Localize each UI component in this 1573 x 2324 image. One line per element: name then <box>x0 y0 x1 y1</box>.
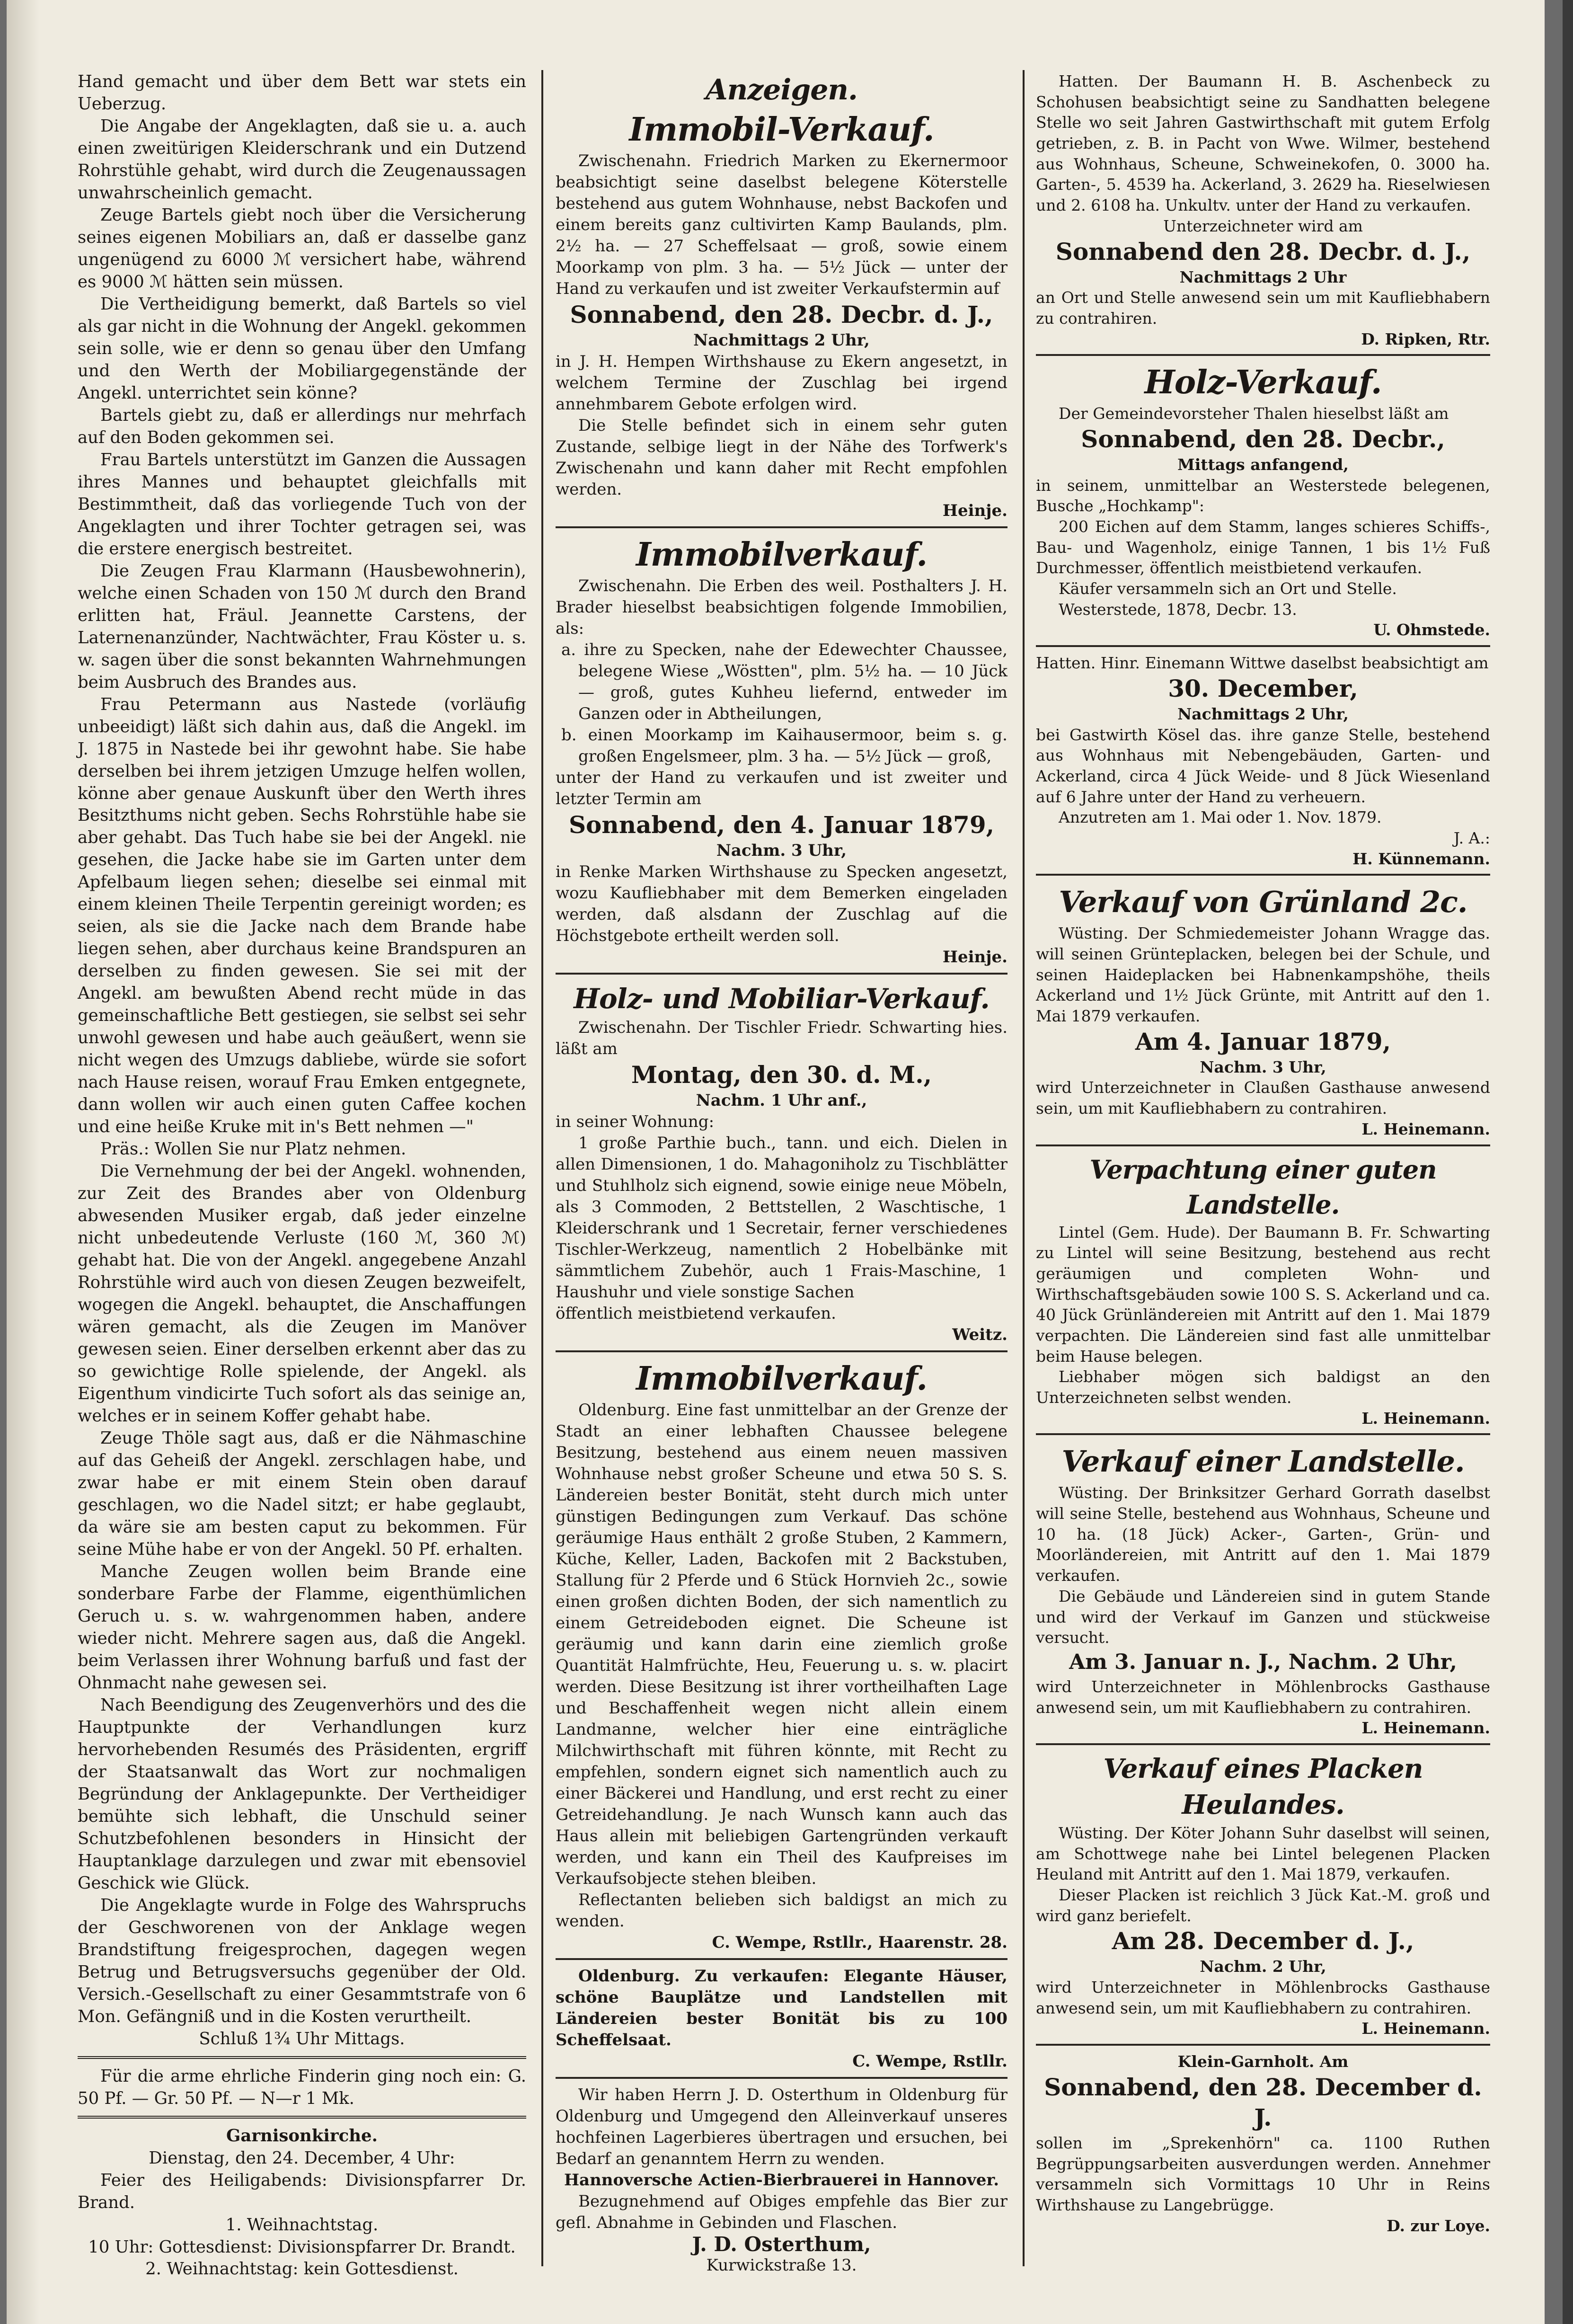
ad-text: Der Gemeindevorsteher Thalen hieselbst läßt am <box>1059 404 1449 423</box>
ad-text: Anzutreten am 1. Mai oder 1. Nov. 1879. <box>1059 808 1382 827</box>
ad-text: Wüsting. Der Schmiedemeister Johann Wragge das. will seinen Grünteplacken, belegen bei der Schule, und seinen Haideplacken bei Habnenkampshöhe, theils Ackerland und 1½ Jück Grünte, mit Antritt auf den 1. Mai 1879 verkaufen. <box>1036 924 1490 1026</box>
ad-time: Mittags anfangend, <box>1177 455 1349 474</box>
column-rule <box>541 70 543 2266</box>
ad-heading: Holz-Verkauf. <box>1144 364 1382 402</box>
ad-list-item: b. einen Moorkamp im Kaihausermoor, beim s. g. großen Engelsmeer, plm. 3 ha. — 5½ Jück — groß, <box>561 726 1007 766</box>
ad-text: öffentlich meistbietend verkaufen. <box>556 1304 836 1323</box>
ad-date: 30. December, <box>1168 674 1358 702</box>
ad-text: Reflectanten belieben sich baldigst an mich zu wenden. <box>556 1890 1007 1931</box>
ad-heading: Immobil-Verkauf. <box>629 111 934 149</box>
ad-date: Sonnabend, den 28. December d. J. <box>1044 2073 1482 2131</box>
ad-signature: C. Wempe, Rstllr. <box>852 2052 1007 2071</box>
ad-text: 1 große Parthie buch., tann. und eich. Dielen in allen Dimensionen, 1 do. Mahagoniholz zu Tischblätter und Stuhlholz sich eignend, sowie einige neue Möbeln, als 3 Commoden, 2 Bettstellen, 2 Waschtische, 1 Kleiderschrank und 1 Secretair, ferner verschiedenes Tischler-Werkzeug, namentlich 2 Hobelbänke mit sämmtlichem Zubehör, auch 1 Frais-Maschine, 1 Haushuhr und viele sonstige Sachen <box>556 1134 1007 1302</box>
ad-text: in seiner Wohnung: <box>556 1112 715 1131</box>
ad-date: Am 4. Januar 1879, <box>1135 1027 1391 1056</box>
ad-text: unter der Hand zu verkaufen und ist zweiter und letzter Termin am <box>556 768 1007 808</box>
newspaper-page <box>7 0 1545 2324</box>
ad-text: Bezugnehmend auf Obiges empfehle das Bier zur gefl. Abnahme in Gebinden und Flaschen. <box>556 2192 1007 2232</box>
ad-heading: Immobilverkauf. <box>636 1360 927 1398</box>
ad-text: 200 Eichen auf dem Stamm, langes schieres Schiffs-, Bau- und Wagenholz, einige Tannen, 1 bis 1½ Fuß Durchmesser, öffentlich meistbietend verkaufen. <box>1036 517 1490 577</box>
ad-heading: Holz- und Mobiliar-Verkauf. <box>574 983 990 1015</box>
finder-note: Für die arme ehrliche Finderin ging noch ein: G. 50 Pf. — Gr. 50 Pf. — N—r 1 Mk. <box>78 2066 526 2108</box>
ad-signature: L. Heinemann. <box>1361 1409 1490 1428</box>
ad-signature: D. Ripken, Rtr. <box>1361 329 1490 348</box>
ad-text: Wüsting. Der Köter Johann Suhr daselbst will seinen, am Schottwege nahe bei Lintel belegenen Placken Heuland mit Antritt auf den 1. Mai 1879, verkaufen. <box>1036 1823 1490 1884</box>
ad-signature: J. D. Osterthum, <box>692 2233 871 2256</box>
ad-text: sollen im „Sprekenhörn" ca. 1100 Ruthen Begrüppungsarbeiten ausverdungen werden. Annehmer versammeln sich Vormittags 10 Uhr in Reins Wirthshause zu Langebrügge. <box>1036 2133 1490 2214</box>
ad-text: Hatten. Der Baumann H. B. Aschenbeck zu Schohusen beabsichtigt seine zu Sandhatten belegene Stelle wo seit Jahren Gastwirthschaft mit gutem Erfolg getrieben, z. B. in Pacht von Wwe. Wilmer, bestehend aus Wohnhaus, Scheune, Schweinekofen, 0. 3000 ha. Garten-, 5. 4539 ha. Ackerland, 3. 2629 ha. Rieselwiesen und 2. 6108 ha. Unkultv. unter der Hand zu verkaufen. <box>1036 72 1490 215</box>
ad-text: Klein-Garnholt. Am <box>1177 2052 1349 2071</box>
paragraph: Zeuge Thöle sagt aus, daß er die Nähmaschine auf das Geheiß der Angekl. zerschlagen habe, und zwar habe er mit einem Stein oben darauf geschlagen, wo die Nadel sitzt; er habe geglaubt, da wäre sie am besten caput zu bekommen. Für seine Mühe habe er von der Angekl. 50 Pf. erhalten. <box>78 1428 526 1559</box>
ad-signature: Heinje. <box>942 948 1007 967</box>
paragraph: Zeuge Bartels giebt noch über die Versicherung seines eigenen Mobiliars an, daß er dasselbe ganz ungenügend zu 6000 ℳ versichert habe, während es 9000 ℳ hätten sein müssen. <box>78 205 526 292</box>
paragraph: Die Angeklagte wurde in Folge des Wahrspruchs der Geschworenen von der Anklage wegen Brandstiftung freigesprochen, dagegen wegen Betrug und Betrugsversuchs gegenüber der Old. Versich.-Gesellschaft zu einer Gesammtstrafe von 6 Mon. Gefängniß und in die Kosten verurtheilt. <box>78 1895 526 2026</box>
paragraph: Die Angabe der Angeklagten, daß sie u. a. auch einen zweitürigen Kleiderschrank und ein Dutzend Rohrstühle gehabt, wird durch die Zeugenaussagen unwahrscheinlich gemacht. <box>78 116 526 203</box>
ad-time: Nachm. 3 Uhr, <box>716 841 847 860</box>
ad-date: Sonnabend, den 4. Januar 1879, <box>568 811 995 839</box>
ad-list-item: a. ihre zu Specken, nahe der Edewechter Chaussee, belegene Wiese „Wöstten", plm. 5½ ha. — 10 Jück — groß, gutes Kuhheu liefernd, entweder im Ganzen oder in Abtheilungen, <box>561 640 1007 723</box>
ad-time: Nachm. 1 Uhr anf., <box>696 1091 867 1110</box>
divider <box>556 973 1007 975</box>
ad-date: Am 3. Januar n. J., Nachm. 2 Uhr, <box>1069 1650 1457 1674</box>
section-title: Anzeigen. <box>706 73 857 106</box>
ad-text: in Renke Marken Wirthshause zu Specken angesetzt, wozu Kaufliebhaber mit dem Bemerken eingeladen werden, daß alsdann der Zuschlag auf die Höchstgebote ertheilt werden soll. <box>556 862 1007 945</box>
ad-text: wird Unterzeichneter in Möhlenbrocks Gasthause anwesend sein, um mit Kaufliebhabern zu contrahiren. <box>1036 1978 1490 2017</box>
ad-signature: L. Heinemann. <box>1361 1119 1490 1138</box>
ad-time: Nachmittags 2 Uhr, <box>693 331 870 350</box>
ad-date: Sonnabend, den 28. Decbr. d. J., <box>570 301 993 328</box>
ad-text: Wir haben Herrn J. D. Osterthum in Oldenburg für Oldenburg und Umgegend den Alleinverkauf unseres hochfeinen Lagerbieres übertragen und ersuchen, bei Bedarf an genanntem Herrn zu wenden. <box>556 2085 1007 2168</box>
ad-date: Montag, den 30. d. M., <box>631 1061 932 1089</box>
ad-heading: Verpachtung einer guten Landstelle. <box>1089 1154 1437 1220</box>
paragraph: Frau Bartels unterstützt im Ganzen die Aussagen ihres Mannes und behauptet gleichfalls mit Bestimmtheit, daß das vorliegende Tuch von der Angeklagten und ihrer Tochter getragen sei, was die erstere energisch bestreitet. <box>78 450 526 559</box>
divider <box>78 2056 526 2059</box>
divider <box>1036 2044 1490 2046</box>
scan-edge <box>1563 0 1573 2324</box>
ad-text: wird Unterzeichneter in Claußen Gasthause anwesend sein, um mit Kaufliebhabern zu contrahiren. <box>1036 1078 1490 1118</box>
ad-heading: Verkauf einer Landstelle. <box>1061 1444 1465 1479</box>
paragraph: Die Vertheidigung bemerkt, daß Bartels so viel als gar nicht in die Wohnung der Angekl. gekommen sein solle, wie er denn so genau über den Umfang und den Werth der Mobiliargegenstände der Angekl. unterrichtet sein könne? <box>78 294 526 403</box>
divider <box>1036 645 1490 647</box>
ad-date: Sonnabend den 28. Decbr. d. J., <box>1055 237 1471 266</box>
ad-time: Nachmittags 2 Uhr <box>1179 267 1347 286</box>
divider <box>78 2116 526 2119</box>
ad-text: Die Gebäude und Ländereien sind in gutem Stande und wird der Verkauf im Ganzen und stückweise versucht. <box>1036 1587 1490 1647</box>
ad-text: in seinem, unmittelbar an Westerstede belegenen, Busche „Hochkamp": <box>1036 476 1490 515</box>
church-line: Feier des Heiligabends: Divisionspfarrer Dr. Brand. <box>78 2170 526 2212</box>
ad-text: Wüsting. Der Brinksitzer Gerhard Gorrath daselbst will seine Stelle, bestehend aus Wohnhaus, Scheune und 10 ha. (18 Jück) Acker-, Garten-, Grün- und Moorländereien, mit Antritt auf den 1. Mai 1879 verkaufen. <box>1036 1483 1490 1585</box>
ad-signature: L. Heinemann. <box>1361 1719 1490 1738</box>
church-line: Dienstag, den 24. December, 4 Uhr: <box>149 2148 455 2168</box>
divider <box>1036 1144 1490 1146</box>
ad-signature: H. Künnemann. <box>1352 849 1490 868</box>
ad-text: Liebhaber mögen sich baldigst an den Unterzeichneten selbst wenden. <box>1036 1367 1490 1407</box>
ad-text: Zwischenahn. Die Erben des weil. Posthalters J. H. Brader hieselbst beabsichtigen folgende Immobilien, als: <box>556 577 1007 638</box>
ad-signature: D. zur Loye. <box>1387 2216 1490 2235</box>
ad-text: Dieser Placken ist reichlich 3 Jück Kat.-M. groß und wird ganz beriefelt. <box>1036 1886 1490 1925</box>
ad-text: Lintel (Gem. Hude). Der Baumann B. Fr. Schwarting zu Lintel will seine Besitzung, bestehend aus recht geräumigen und completen Wohn- und Wirthschaftsgebäuden sowie 100 S. S. Ackerland und ca. 40 Jück Grünländereien mit Antritt auf den 1. Mai 1879 verpachten. Die Ländereien sind fast alle unmittelbar beim Hause belegen. <box>1036 1223 1490 1366</box>
church-title: Garnisonkirche. <box>226 2126 378 2146</box>
paragraph: Frau Petermann aus Nastede (vorläufig unbeeidigt) läßt sich dahin aus, daß die Angekl. im J. 1875 in Nastede bei ihr gewohnt habe. Sie habe derselben bei ihrem jetzigen Umzuge helfen wollen, könne aber genaue Auskunft über den Werth ihres Besitzthums nicht geben. Sechs Rohrstühle habe sie aber gehabt. Das Tuch habe sie bei der Angekl. nie gesehen, die Jacke habe sie im Garten unter dem Apfelbaum liegen sehen; dieselbe sei einmal mit einem kleinen Theile Terpentin gereinigt worden; es seien, als sie die Jacke nach dem Brande habe liegen sehen, aber durchaus keine Brandspuren an derselben zu finden gewesen. Sie sei mit der Angekl. am bewußten Abend recht müde in das gemeinschaftliche Bett gestiegen, sie selbst sei sehr unwohl gewesen und habe auch geäußert, wenn sie nicht wegen des Umzugs dabliebe, würde sie sofort nach Hause reisen, worauf Frau Emken entgegnete, dann wollen wir auch einen guten Caffee kochen und eine heiße Kruke mit in's Bett nehmen —" <box>78 694 526 1137</box>
ad-text: wird Unterzeichneter in Möhlenbrocks Gasthause anwesend sein, um mit Kaufliebhabern zu contrahiren. <box>1036 1677 1490 1717</box>
ad-text: an Ort und Stelle anwesend sein um mit Kaufliebhabern zu contrahiren. <box>1036 288 1490 328</box>
ad-signature: U. Ohmstede. <box>1373 621 1490 639</box>
ad-text: Zwischenahn. Der Tischler Friedr. Schwarting hies. läßt am <box>556 1018 1007 1058</box>
ad-text: bei Gastwirth Kösel das. ihre ganze Stelle, bestehend aus Wohnhaus mit Nebengebäuden, Garten- und Ackerland, circa 4 Jück Weide- und 8 Jück Wiesenland auf 6 Jahre unter der Hand zu verheuern. <box>1036 725 1490 806</box>
paragraph: Nach Beendigung des Zeugenverhörs und des die Hauptpunkte der Verhandlungen kurz hervorhebenden Resumés des Präsidenten, ergriff der Staatsanwalt das Wort zur nochmaligen Begründung der Anklagepunkte. Der Vertheidiger bemühte sich lebhaft, die Unschuld seiner Schutzbefohlenen besonders in Hinsicht der Hauptanklage darzulegen und zwar mit ebensoviel Geschick wie Glück. <box>78 1695 526 1893</box>
closing-time: Schluß 1¾ Uhr Mittags. <box>199 2029 405 2049</box>
ad-text: Hatten. Hinr. Einemann Wittwe daselbst beabsichtigt am <box>1036 654 1489 673</box>
paragraph: Die Zeugen Frau Klarmann (Hausbewohnerin), welche einen Schaden von 150 ℳ durch den Brand erlitten hat, Fräul. Jeannette Carstens, der Laternenanzünder, Nachtwächter, Frau Köster u. s. w. sagen über die sonst bekannten Wahrnehmungen beim Ausbruch des Brandes aus. <box>78 561 526 692</box>
ad-signature: L. Heinemann. <box>1361 2019 1490 2038</box>
ad-text: Die Stelle befindet sich in einem sehr guten Zustande, selbige liegt in der Nähe des Torfwerk's Zwischenahn und kann daher mit Recht empfohlen werden. <box>556 416 1007 499</box>
ad-text: Unterzeichneter wird am <box>1163 216 1363 235</box>
ad-heading: Verkauf von Grünland 2c. <box>1059 885 1467 920</box>
ad-text: in J. H. Hempen Wirthshause zu Ekern angesetzt, in welchem Termine der Zuschlag bei irgend annehmbarem Gebote erfolgen wird. <box>556 352 1007 414</box>
ad-time: Nachm. 2 Uhr, <box>1200 1957 1326 1976</box>
divider <box>556 2077 1007 2079</box>
ad-signature: C. Wempe, Rstllr., Haarenstr. 28. <box>712 1933 1007 1952</box>
ad-text: Oldenburg. Eine fast unmittelbar an der Grenze der Stadt an einer lebhaften Chaussee belegene Besitzung, bestehend aus einem neuen massiven Wohnhause nebst großer Scheune und etwa 50 S. S. Ländereien bester Bonität, steht durch mich unter günstigen Bedingungen zum Verkauf. Das schöne geräumige Haus enthält 2 große Stuben, 2 Kammern, Küche, Keller, Laden, Backofen mit 2 Backstuben, Stallung für 2 Pferde und 6 Stück Hornvieh 2c., sowie einen großen dichten Boden, der sich namentlich zu einem Getreideboden eignet. Die Scheune ist geräumig und kann darin eine ziemlich große Quantität Halmfrüchte, Heu, Feuerung u. s. w. placirt werden. Diese Besitzung ist ihrer vortheilhaften Lage und Beschaffenheit wegen nicht allein einem Landmanne, welcher hier eine einträgliche Milchwirthschaft mit führen könnte, mit Recht zu empfehlen, sondern eignet sich namentlich auch zu einer Bäckerei und Handlung, und erst recht zu einer Getreidehandlung. Je nach Wunsch kann auch das Haus allein mit beliebigen Gartengründen verkauft werden, und kann ein Theil des Kaufpreises im Verkaufsobjecte stehen bleiben. <box>556 1401 1007 1888</box>
ad-signature: Westerstede, 1878, Decbr. 13. <box>1059 600 1297 619</box>
ad-text: Oldenburg. Zu verkaufen: Elegante Häuser, schöne Bauplätze und Landstellen mit Ländereien bester Bonität bis zu 100 Scheffelsaat. <box>556 1967 1007 2049</box>
divider <box>556 1958 1007 1960</box>
church-line: 2. Weihnachtstag: kein Gottesdienst. <box>145 2259 459 2279</box>
divider <box>1036 1433 1490 1435</box>
paragraph: Hand gemacht und über dem Bett war stets ein Ueberzug. <box>78 72 526 114</box>
ad-heading: Immobilverkauf. <box>636 536 927 574</box>
divider <box>1036 354 1490 356</box>
ad-date: Am 28. December d. J., <box>1112 1927 1414 1955</box>
divider <box>1036 1743 1490 1745</box>
ad-time: Nachmittags 2 Uhr, <box>1177 704 1349 723</box>
ad-signature: Heinje. <box>942 501 1007 520</box>
church-line: 10 Uhr: Gottesdienst: Divisionspfarrer Dr. Brandt. <box>88 2237 516 2257</box>
ad-heading: Verkauf eines Placken Heulandes. <box>1103 1753 1423 1820</box>
paragraph: Die Vernehmung der bei der Angekl. wohnenden, zur Zeit des Brandes aber von Oldenburg abwesenden Musiker ergab, daß jeder einzelne nicht unbedeutende Verluste (160 ℳ, 360 ℳ) gehabt hat. Die von der Angekl. angegebene Anzahl Rohrstühle wird auch von diesen Zeugen bezweifelt, wogegen die Angekl. behauptet, die Anschaffungen wären gemacht, als die Zeugen im Manöver gewesen seien. Einer derselben erkennt aber das zu so gewichtige Rolle spielende, der Angekl. als Eigenthum vindicirte Tuch sofort als das seinige an, welches er in seinem Koffer gehabt habe. <box>78 1162 526 1426</box>
ad-signature: J. A.: <box>1453 828 1490 847</box>
column-right <box>1036 71 1490 2236</box>
church-line: 1. Weihnachtstag. <box>225 2215 379 2235</box>
column-middle <box>556 71 1007 2276</box>
ad-text: Zwischenahn. Friedrich Marken zu Ekernermoor beabsichtigt seine daselbst belegene Köterstelle bestehend aus gutem Wohnhause, nebst Backofen und einem bereits ganz cultivirten Kamp Baulands, plm. 2½ ha. — 27 Scheffelsaat — groß, sowie einem Moorkamp von plm. 3 ha. — 5½ Jück — unter der Hand zu verkaufen und ist zweiter Verkaufstermin auf <box>556 151 1007 298</box>
ad-text: Käufer versammeln sich an Ort und Stelle. <box>1059 579 1397 598</box>
paragraph: Bartels giebt zu, daß er allerdings nur mehrfach auf den Boden gekommen sei. <box>78 405 526 447</box>
ad-firm: Hannoversche Actien-Bierbrauerei in Hannover. <box>564 2171 999 2190</box>
paragraph: Manche Zeugen wollen beim Brande eine sonderbare Farbe der Flamme, eigenthümlichen Geruch u. s. w. wahrgenommen haben, andere wieder nicht. Mehrere sagen aus, daß die Angekl. beim Verlassen ihrer Wohnung barfuß und fast der Ohnmacht nahe gewesen sei. <box>78 1561 526 1693</box>
divider <box>1036 874 1490 876</box>
ad-signature: Weitz. <box>952 1325 1007 1344</box>
divider <box>556 1350 1007 1352</box>
divider <box>556 526 1007 528</box>
column-left <box>78 71 526 2280</box>
ad-address: Kurwickstraße 13. <box>706 2256 857 2275</box>
paragraph: Präs.: Wollen Sie nur Platz nehmen. <box>100 1139 407 1159</box>
ad-date: Sonnabend, den 28. Decbr., <box>1081 425 1445 453</box>
column-rule <box>1023 70 1025 2266</box>
ad-time: Nachm. 3 Uhr, <box>1200 1057 1326 1076</box>
